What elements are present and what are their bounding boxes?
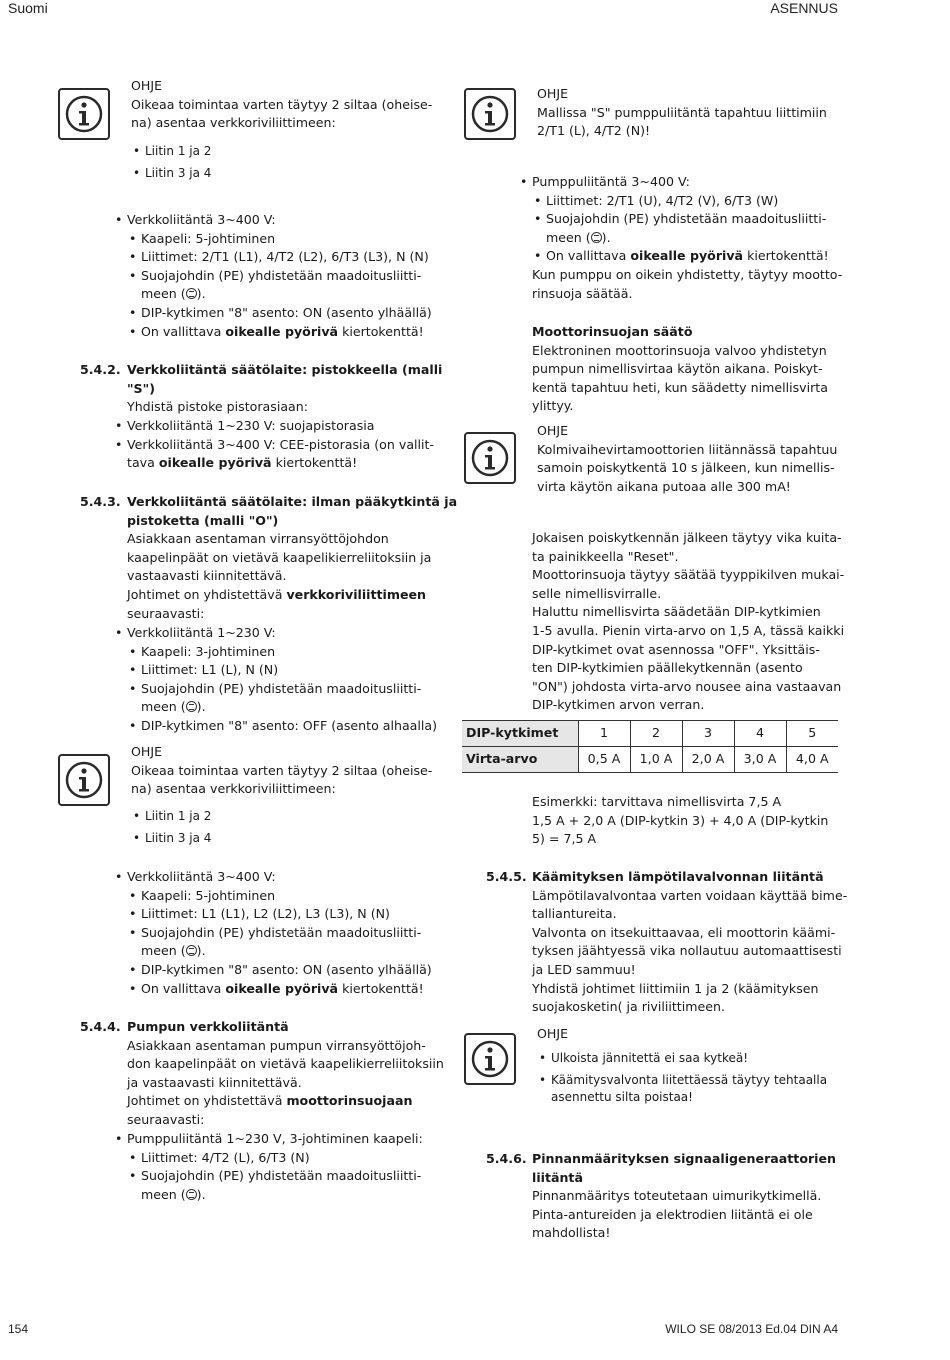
list-text: On vallittava [141,323,226,339]
section-title: Verkkoliitäntä säätölaite: ilman pääkytkintä ja [127,494,458,509]
list-item: • Liittimet: 2/T1 (U), 4/T2 (V), 6/T3 (W) [532,192,842,211]
paragraph: talliantureita. [532,906,617,922]
text: Johtimet on yhdistettävä [127,1093,287,1109]
section-5-4-2 [127,361,442,417]
text-bold: moottorinsuojaan [286,1093,413,1109]
list-head: • Verkkoliitäntä 1~230 V: [113,624,437,643]
earth-icon [186,288,197,299]
list-item-cont [113,454,434,473]
list-item: • Ulkoista jännitettä ei saa kytkeä! [537,1050,827,1068]
list-item: • Suojajohdin (PE) yhdistetään maadoitusliitti- [127,267,432,286]
list-text: kiertokenttä! [338,980,424,996]
reset-paragraph [532,529,844,715]
note-list [537,1050,827,1107]
paragraph: DIP-kytkimet ovat asennossa "OFF". Yksittäis- [532,641,820,657]
table-cell: 2,0 A [682,747,734,773]
note-label: OHJE [131,78,163,93]
paragraph: ylittyy. [532,398,574,414]
paragraph: Pinnanmääritys toteutetaan uimurikytkimellä. [532,1188,822,1204]
list-text: meen ( [141,943,186,959]
list-text-bold: oikealle pyörivä [630,248,744,264]
list-item: • Liittimet: 2/T1 (L1), 4/T2 (L2), 6/T3 (L3), N (N) [127,248,432,267]
list-text: meen ( [546,229,591,245]
info-icon [58,88,110,140]
list-text: ). [601,229,611,245]
note-box [131,77,432,133]
paragraph: Haluttu nimellisvirta säädetään DIP-kytkimien [532,604,821,620]
section-text [127,1092,444,1111]
note-text: Oikeaa toimintaa varten täytyy 2 siltaa (oheise- [131,96,433,112]
paragraph: Elektroninen moottorinsuoja valvoo yhdistetyn [532,342,827,358]
list-text: meen ( [141,699,186,715]
list-item-cont [532,229,842,248]
list-text: ). [196,699,206,715]
earth-icon [186,1189,197,1200]
paragraph: Kun pumppu on oikein yhdistetty, täytyy mootto- [532,266,843,282]
section-text: don kaapelinpäät on vietävä kaapelikierreliitoksiin [127,1056,444,1072]
list-item-cont [127,1186,423,1205]
note-list [131,805,211,849]
section-title: pistoketta (malli "O") [127,512,279,528]
list-item [127,980,432,999]
note-text: Mallissa "S" pumppuliitäntä tapahtuu liittimiin [537,104,827,120]
list-text: On vallittava [546,248,631,264]
text-bold: verkkoriviliittimeen [286,586,426,602]
list-text-bold: oikealle pyörivä [225,323,339,339]
list-item: • DIP-kytkimen "8" asento: ON (asento ylhäällä) [127,961,432,980]
section-title: Pumpun verkkoliitäntä [127,1019,289,1034]
header-section: ASENNUS [770,0,838,16]
info-icon [464,1033,516,1085]
dip-table [462,720,838,773]
section-title: liitäntä [532,1169,583,1185]
list-item: • Liitin 3 ja 4 [131,162,211,184]
section-number: 5.4.3. [80,494,121,509]
paragraph: pumpun nimellisvirtaa käytön aikana. Poiskyt- [532,361,823,377]
table-header-cell: DIP-kytkimet [462,721,578,747]
list-head: • Verkkoliitäntä 3~400 V: [113,868,432,887]
note-text: na) asentaa verkkoriviliittimeen: [131,115,336,131]
section-title: "S") [127,380,155,396]
paragraph: rinsuoja säätää. [532,285,633,301]
paragraph: kentä tapahtuu heti, kun säädetty nimellisvirta [532,379,828,395]
text: Johtimet on yhdistettävä [127,586,287,602]
table-cell: 3 [682,721,734,747]
paragraph: mahdollista! [532,1225,611,1241]
earth-icon [186,945,197,956]
connection-list [518,173,842,303]
list-text: On vallittava [141,980,226,996]
note-label: OHJE [537,86,569,101]
info-icon [464,88,516,140]
paragraph: tyksen jäähtyessä vika nollautuu automaattisesti [532,943,842,959]
list-item: • Suojajohdin (PE) yhdistetään maadoitusliitti- [532,210,842,229]
list-head: • Pumppuliitäntä 1~230 V, 3-johtiminen kaapeli: [113,1130,423,1149]
list-item: • Kaapeli: 3-johtiminen [127,643,437,662]
example [532,793,828,849]
note-box [537,1025,568,1044]
list-text-bold: oikealle pyörivä [158,455,272,471]
list-text: asennettu silta poistaa! [551,1090,693,1104]
list-text: meen ( [141,286,186,302]
table-cell: 4,0 A [786,747,838,773]
paragraph: DIP-kytkimen arvon verran. [532,697,705,713]
section-text: seuraavasti: [127,1111,205,1127]
info-icon [464,432,516,484]
table-cell: 5 [786,721,838,747]
list-item: • Liitin 3 ja 4 [131,827,211,849]
list-item: • Kaapeli: 5-johtiminen [127,230,432,249]
list-item: • Käämitysvalvonta liitettäessä täytyy tehtaalla [537,1072,827,1090]
list-item: • Liitin 1 ja 2 [131,140,211,162]
section-5-4-5 [532,868,847,1017]
connection-list [113,868,432,998]
list-item: • Liitin 1 ja 2 [131,805,211,827]
section-number: 5.4.6. [486,1151,527,1166]
section-5-4-4 [127,1018,444,1130]
note-label: OHJE [537,1026,569,1041]
list-head: • Verkkoliitäntä 3~400 V: [113,211,432,230]
paragraph: 5) = 7,5 A [532,831,597,847]
list-item: • DIP-kytkimen "8" asento: ON (asento ylhäällä) [127,304,432,323]
note-text: samoin poiskytkentä 10 s jälkeen, kun nimellis- [537,460,835,476]
motor-protection [532,323,828,416]
list-item-cont [127,285,432,304]
list-text: kiertokenttä! [338,323,424,339]
section-text: seuraavasti: [127,605,205,621]
list-item: • Suojajohdin (PE) yhdistetään maadoitusliitti- [127,1167,423,1186]
connection-list [113,1130,423,1204]
list-text: meen ( [141,1186,186,1202]
table-cell: 3,0 A [734,747,786,773]
table-cell: 0,5 A [578,747,630,773]
list-item-cont [537,1089,827,1107]
section-title: Käämityksen lämpötilavalvonnan liitäntä [532,869,824,884]
section-text: Asiakkaan asentaman virransyöttöjohdon [127,531,389,547]
note-box [537,85,827,141]
paragraph: "ON") johdosta virta-arvo nousee aina vastaavan [532,678,842,694]
table-cell: 4 [734,721,786,747]
list-head: • Pumppuliitäntä 3~400 V: [518,173,842,192]
paragraph: ten DIP-kytkimien päällekytkennän (asento [532,660,803,676]
section-5-4-3 [127,493,457,623]
table-cell: 2 [630,721,682,747]
note-text: na) asentaa verkkoriviliittimeen: [131,781,336,797]
connection-list [113,211,432,341]
note-label: OHJE [131,744,163,759]
list-item: • Verkkoliitäntä 3~400 V: CEE-pistorasia (on vallit- [113,436,434,455]
note-box [131,743,432,799]
list-text: kiertokenttä! [743,248,829,264]
table-cell: 1,0 A [630,747,682,773]
list-text: kiertokenttä! [271,455,358,471]
page-number: 154 [8,1322,29,1336]
list-item: • Liittimet: L1 (L), N (N) [127,661,437,680]
header-language: Suomi [8,0,48,16]
table-row [462,721,838,747]
paragraph: ja LED sammuu! [532,961,636,977]
list-text: tava [127,455,159,471]
note-label: OHJE [537,423,569,438]
table-row [462,747,838,773]
list-item: • Verkkoliitäntä 1~230 V: suojapistorasia [113,417,434,436]
section-text: vastaavasti kiinnitettävä. [127,568,287,584]
section-number: 5.4.4. [80,1019,121,1034]
paragraph: Esimerkki: tarvittava nimellisvirta 7,5 A [532,794,782,809]
list-item: • DIP-kytkimen "8" asento: OFF (asento alhaalla) [127,717,437,736]
paragraph: 1-5 avulla. Pienin virta-arvo on 1,5 A, tässä kaikki [532,622,845,638]
section-title: Verkkoliitäntä säätölaite: pistokkeella (malli [127,362,443,377]
note-text: Oikeaa toimintaa varten täytyy 2 siltaa (oheise- [131,762,433,778]
list-item: • Suojajohdin (PE) yhdistetään maadoitusliitti- [127,924,432,943]
paragraph: Yhdistä johtimet liittimiin 1 ja 2 (käämityksen [532,980,819,996]
section-text: Asiakkaan asentaman pumpun virransyöttöjoh- [127,1037,426,1053]
list-item [127,323,432,342]
list-item [532,247,842,266]
section-text: Yhdistä pistoke pistorasiaan: [127,399,308,415]
list-item: • Liittimet: L1 (L1), L2 (L2), L3 (L3), N (N) [127,905,432,924]
note-text: virta käytön aikana putoaa alle 300 mA! [537,478,791,494]
earth-icon [591,232,602,243]
list-item: • Kaapeli: 5-johtiminen [127,887,432,906]
info-icon [58,754,110,806]
list-text: ). [196,1186,206,1202]
section-5-4-6 [532,1150,836,1243]
list-item: • Suojajohdin (PE) yhdistetään maadoitusliitti- [127,680,437,699]
note-list [131,140,211,184]
section-list [113,417,434,473]
footer-imprint: WILO SE 08/2013 Ed.04 DIN A4 [665,1322,838,1336]
paragraph: 1,5 A + 2,0 A (DIP-kytkin 3) + 4,0 A (DIP-kytkin [532,812,829,828]
list-text: ). [196,943,206,959]
paragraph: suojakosketin( ja riviliittimeen. [532,999,725,1015]
list-item-cont [127,942,432,961]
section-text: kaapelinpäät on vietävä kaapelikierreliitoksiin ja [127,549,432,565]
section-title: Pinnanmäärityksen signaaligeneraattorien [532,1151,837,1166]
subsection-title: Moottorinsuojan säätö [532,324,693,339]
note-text: Kolmivaihevirtamoottorien liitännässä tapahtuu [537,441,838,457]
list-text: ). [196,286,206,302]
earth-icon [186,701,197,712]
section-number: 5.4.2. [80,362,121,377]
paragraph: Jokaisen poiskytkennän jälkeen täytyy vika kuita- [532,530,842,545]
section-number: 5.4.5. [486,869,527,884]
note-text: 2/T1 (L), 4/T2 (N)! [537,123,651,139]
list-text-bold: oikealle pyörivä [225,980,339,996]
table-header-cell: Virta-arvo [462,747,578,773]
paragraph: selle nimellisvirralle. [532,585,662,601]
paragraph: Moottorinsuoja täytyy säätää tyyppikilven mukai- [532,567,845,583]
paragraph: Valvonta on itsekuittaavaa, eli moottorin käämi- [532,924,836,940]
table-cell: 1 [578,721,630,747]
section-text [127,586,457,605]
section-text: ja vastaavasti kiinnitettävä. [127,1074,302,1090]
paragraph: Lämpötilavalvontaa varten voidaan käyttää bime- [532,887,848,903]
list-item: • Liittimet: 4/T2 (L), 6/T3 (N) [127,1149,423,1168]
paragraph: ta painikkeella "Reset". [532,548,679,564]
list-item-cont [127,698,437,717]
paragraph: Pinta-antureiden ja elektrodien liitäntä ei ole [532,1206,813,1222]
note-box [537,422,837,496]
connection-list [113,624,437,736]
